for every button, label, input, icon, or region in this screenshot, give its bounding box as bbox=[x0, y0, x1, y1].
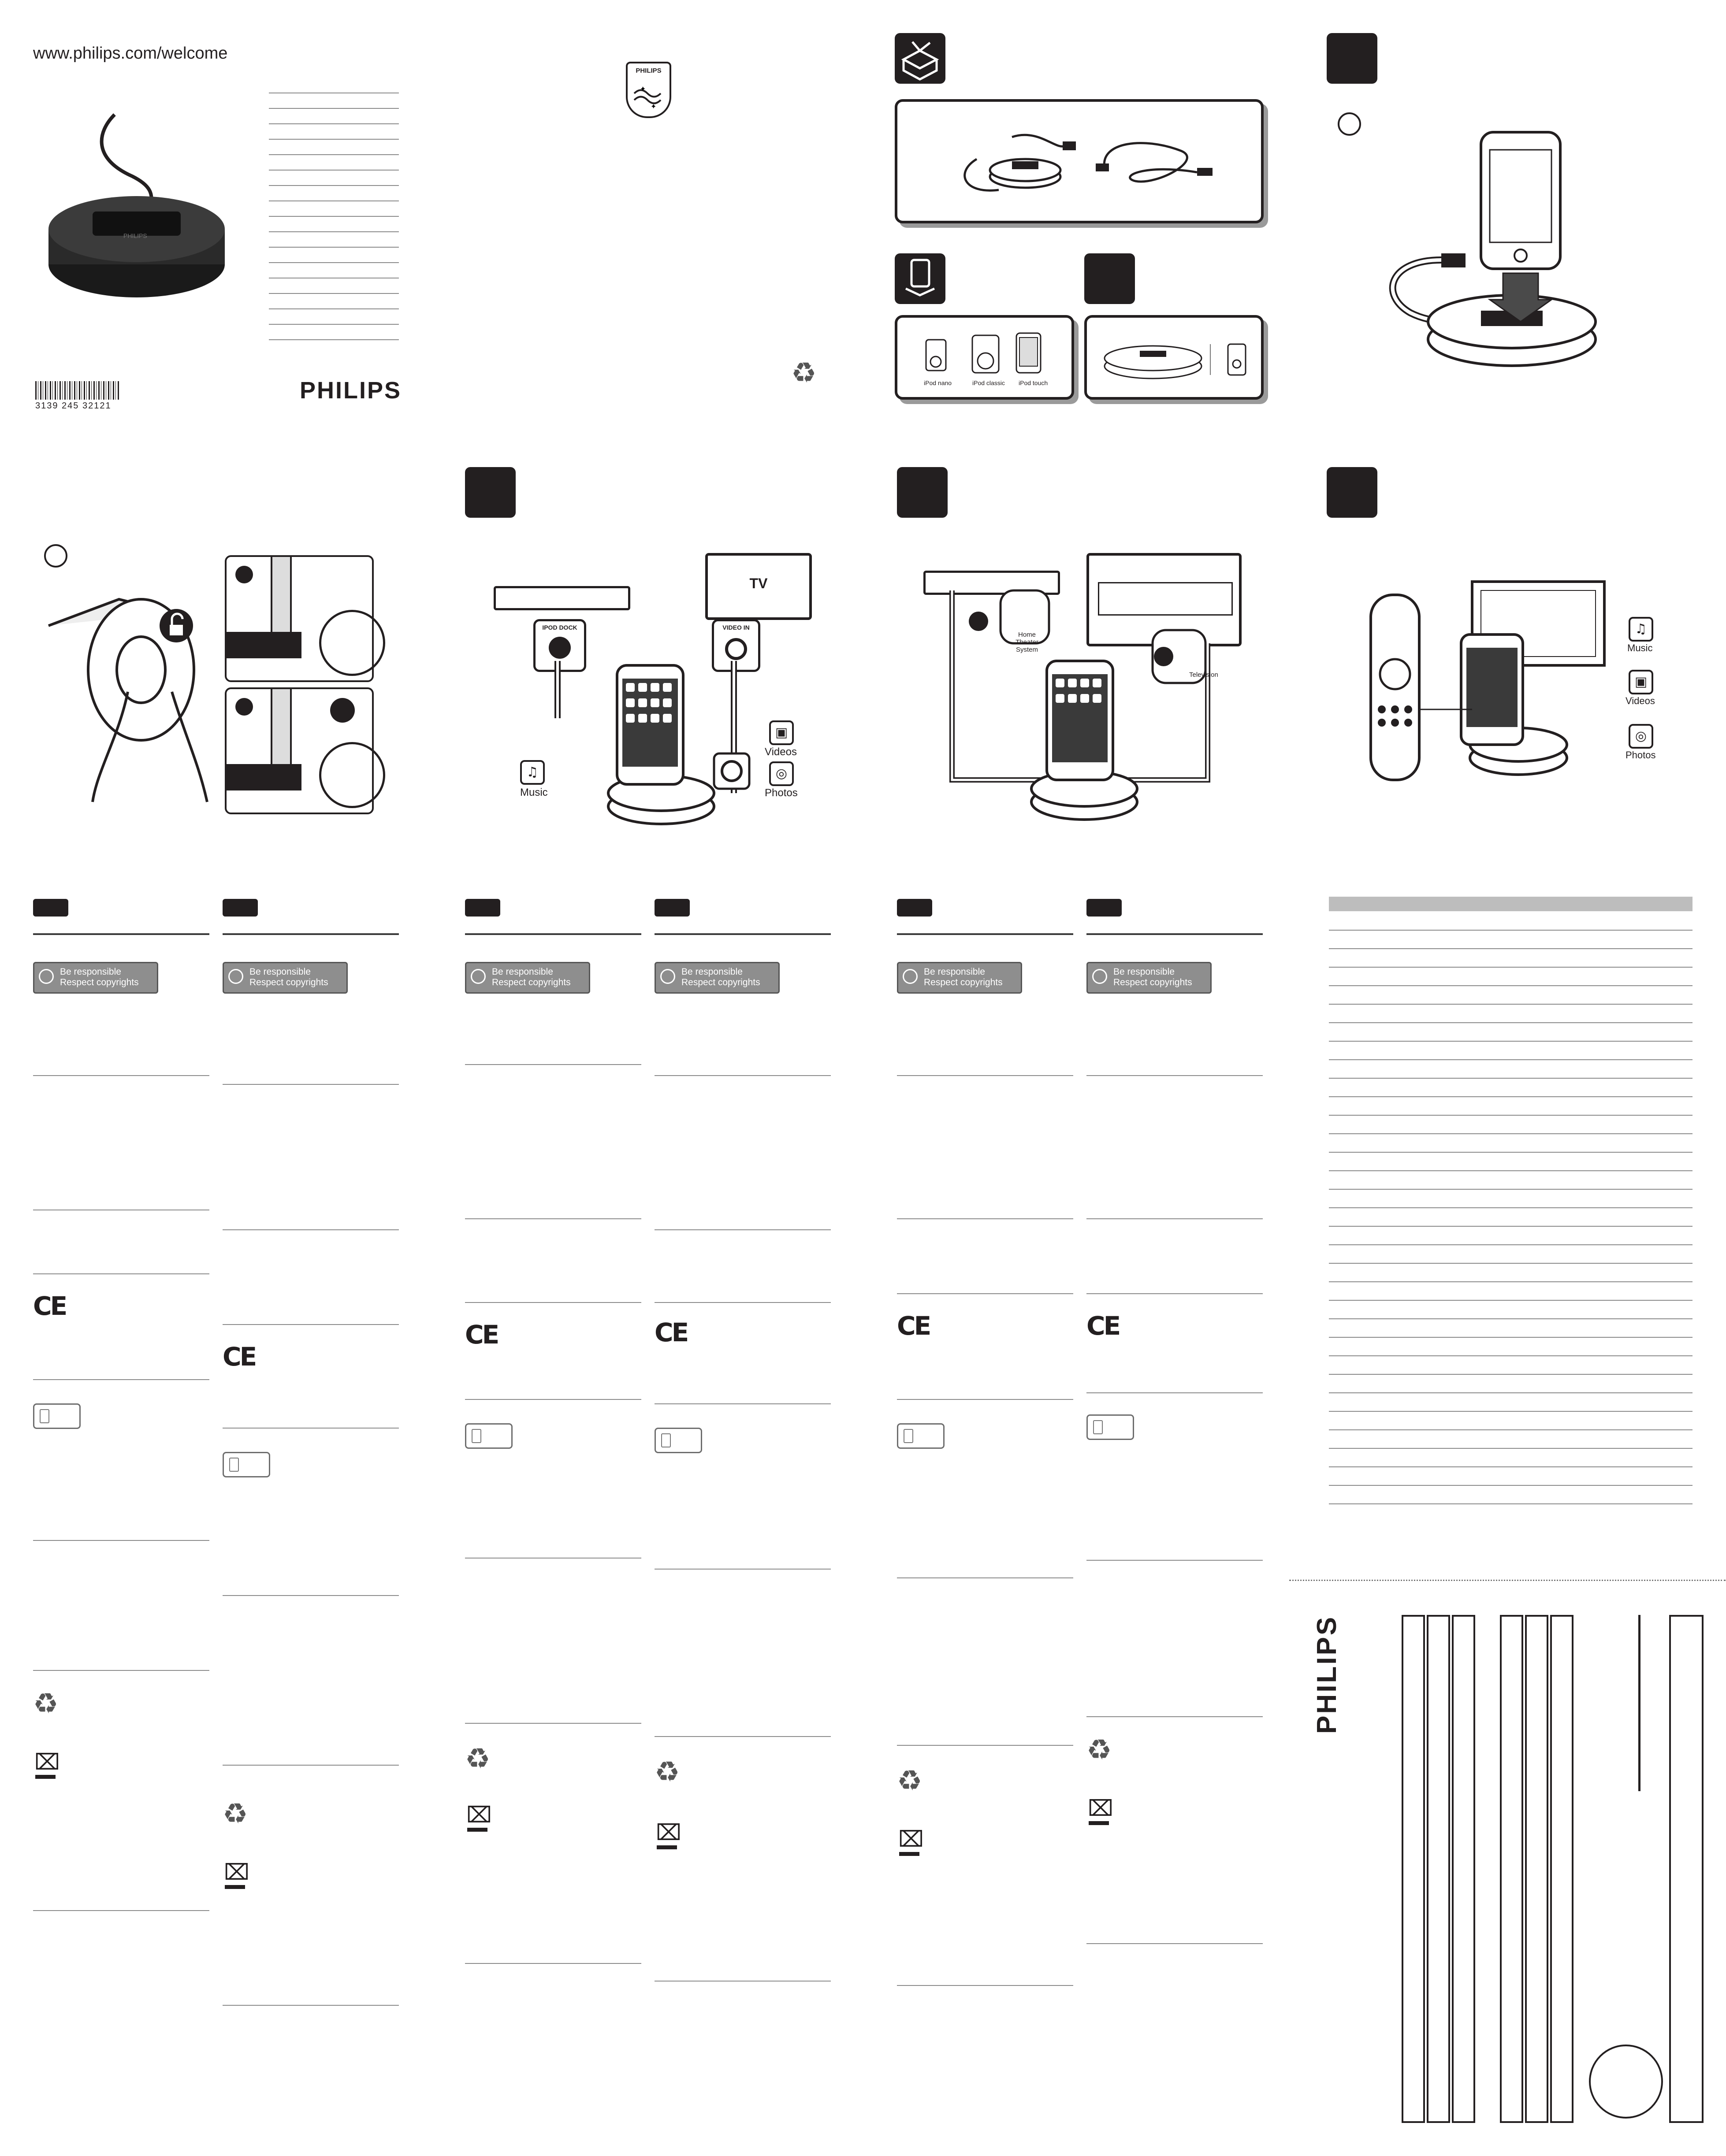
ce-mark: CE bbox=[1086, 1311, 1120, 1341]
respect-line1: Be responsible bbox=[60, 967, 121, 977]
ipod-mini-icon bbox=[465, 1423, 513, 1449]
circle-stamp bbox=[1589, 2045, 1663, 2119]
ipod-mini-icon bbox=[897, 1423, 945, 1449]
respect-line2: Respect copyrights bbox=[1113, 977, 1192, 987]
step-badge-1 bbox=[1327, 33, 1377, 84]
recycle-icon: ♻ bbox=[897, 1765, 923, 1797]
step-badge-4 bbox=[1327, 467, 1377, 518]
ipod-into-dock-illustration bbox=[1371, 128, 1609, 375]
ce-mark: CE bbox=[223, 1342, 256, 1372]
dock-with-cable-illustration bbox=[950, 119, 1082, 203]
weee-bin-icon: ⌧ bbox=[466, 1802, 492, 1828]
svg-text:✦: ✦ bbox=[640, 85, 646, 93]
photos-icon: ◎ bbox=[769, 761, 794, 786]
respect-copyright-badge bbox=[897, 962, 1022, 994]
respect-copyright-badge bbox=[465, 962, 590, 994]
copyright-icon bbox=[903, 969, 918, 984]
dock-product-photo bbox=[44, 106, 229, 304]
copyright-icon bbox=[660, 969, 675, 984]
lock-icon bbox=[330, 698, 355, 723]
model-ipod-nano: iPod nano bbox=[924, 379, 952, 386]
step-marker-circle bbox=[1338, 112, 1361, 136]
recycle-icon: ♻ bbox=[465, 1743, 491, 1775]
recycle-icon: ♻ bbox=[655, 1756, 680, 1789]
language-badge bbox=[223, 899, 258, 917]
model-ipod-touch: iPod touch bbox=[1019, 379, 1048, 386]
language-badge bbox=[465, 899, 500, 917]
weee-bin-icon: ⌧ bbox=[656, 1820, 681, 1845]
language-badge bbox=[897, 899, 932, 917]
svg-text:PHILIPS: PHILIPS bbox=[123, 232, 147, 239]
step-dot bbox=[235, 566, 253, 583]
ce-mark: CE bbox=[655, 1317, 688, 1347]
respect-line1: Be responsible bbox=[492, 967, 553, 977]
box-contents-icon bbox=[895, 33, 945, 84]
insert-unlock-illustration bbox=[40, 560, 225, 806]
recycle-icon: ♻ bbox=[223, 1798, 248, 1830]
ipod-mini-icon bbox=[1086, 1414, 1134, 1440]
spine-column bbox=[1550, 1615, 1573, 2123]
media-label-videos: Videos bbox=[1626, 695, 1655, 706]
recycle-icon: ♻ bbox=[33, 1688, 59, 1720]
website-url[interactable]: www.philips.com/welcome bbox=[33, 44, 228, 63]
remote-connection-illustration bbox=[943, 582, 1225, 837]
respect-copyright-badge bbox=[1086, 962, 1212, 994]
unlock-detail-panel bbox=[225, 555, 374, 682]
barcode bbox=[35, 381, 119, 400]
knob-locked bbox=[319, 742, 385, 808]
video-in-label: VIDEO IN bbox=[722, 624, 750, 631]
media-label-videos: Videos bbox=[765, 746, 797, 758]
weee-bin-icon: ⌧ bbox=[1088, 1796, 1113, 1821]
respect-line2: Respect copyrights bbox=[60, 977, 139, 987]
dimensions-panel bbox=[1084, 315, 1264, 400]
fold-line bbox=[1289, 1580, 1726, 1581]
shield-label: PHILIPS bbox=[636, 67, 662, 74]
copyright-icon bbox=[228, 969, 243, 984]
respect-line2: Respect copyrights bbox=[249, 977, 328, 987]
photos-icon: ◎ bbox=[1629, 724, 1653, 749]
ipod-compatibility-icon bbox=[895, 253, 945, 304]
videos-icon: ▣ bbox=[769, 720, 794, 745]
dock-dimensions-illustration bbox=[1100, 331, 1250, 384]
language-badge bbox=[33, 899, 68, 917]
ce-mark: CE bbox=[465, 1320, 498, 1350]
music-icon: ♫ bbox=[1629, 617, 1653, 642]
step-badge-3 bbox=[897, 467, 948, 518]
philips-shield-icon bbox=[626, 62, 671, 118]
ipod-models-illustration bbox=[922, 327, 1054, 375]
respect-line1: Be responsible bbox=[249, 967, 311, 977]
slot-graphic bbox=[271, 557, 292, 632]
recycle-icon: ♻ bbox=[791, 357, 817, 390]
spine-column bbox=[1452, 1615, 1475, 2123]
respect-copyright-badge bbox=[655, 962, 780, 994]
respect-line1: Be responsible bbox=[1113, 967, 1175, 977]
media-label-photos: Photos bbox=[765, 787, 798, 799]
respect-copyright-badge bbox=[33, 962, 158, 994]
language-badge bbox=[655, 899, 690, 917]
recycle-icon: ♻ bbox=[1086, 1734, 1112, 1766]
ipod-dock-label: IPOD DOCK bbox=[542, 624, 577, 631]
copyright-icon bbox=[39, 969, 54, 984]
tv-screen bbox=[705, 553, 812, 620]
notes-header-bar bbox=[1329, 897, 1693, 911]
television-label: Television bbox=[1189, 671, 1218, 679]
video-cable-illustration bbox=[1091, 119, 1224, 203]
weee-bin-icon: ⌧ bbox=[224, 1859, 249, 1885]
media-label-music: Music bbox=[1627, 642, 1653, 653]
tv-connection-illustration bbox=[547, 661, 785, 828]
remote-play-illustration bbox=[1366, 577, 1613, 784]
compatible-models-panel bbox=[895, 315, 1074, 400]
spine-column bbox=[1525, 1615, 1548, 2123]
media-label-photos: Photos bbox=[1626, 750, 1656, 761]
spine-column bbox=[1427, 1615, 1450, 2123]
philips-vertical-wordmark: PHILIPS bbox=[1312, 1615, 1342, 1734]
language-badge bbox=[1086, 899, 1122, 917]
svg-text:✦: ✦ bbox=[651, 102, 657, 111]
slot-graphic bbox=[271, 689, 292, 764]
av-unit bbox=[494, 586, 630, 610]
base-graphic bbox=[227, 764, 301, 790]
media-label-music: Music bbox=[520, 787, 548, 798]
respect-line2: Respect copyrights bbox=[492, 977, 571, 987]
spine-column bbox=[1402, 1615, 1425, 2123]
ipod-mini-icon bbox=[33, 1403, 81, 1429]
base-graphic bbox=[227, 632, 301, 658]
s-video-port-icon bbox=[549, 637, 571, 659]
respect-line1: Be responsible bbox=[924, 967, 985, 977]
weee-bin-icon: ⌧ bbox=[34, 1749, 60, 1775]
ce-mark: CE bbox=[33, 1291, 66, 1321]
copyright-icon bbox=[1092, 969, 1107, 984]
shield-waves-icon bbox=[632, 80, 663, 111]
respect-copyright-badge bbox=[223, 962, 348, 994]
ipod-mini-icon bbox=[223, 1452, 270, 1477]
ipod-mini-icon bbox=[655, 1428, 702, 1453]
barcode-number: 3139 245 32121 bbox=[35, 401, 112, 411]
respect-line2: Respect copyrights bbox=[924, 977, 1003, 987]
model-ipod-classic: iPod classic bbox=[972, 379, 1005, 386]
respect-line1: Be responsible bbox=[681, 967, 743, 977]
tv-label: TV bbox=[749, 575, 768, 591]
step-dot bbox=[235, 698, 253, 716]
spine-divider bbox=[1638, 1615, 1640, 1791]
spine-column bbox=[1500, 1615, 1523, 2123]
videos-icon: ▣ bbox=[1629, 670, 1653, 694]
rca-port-icon bbox=[725, 638, 747, 660]
step-badge-dimensions bbox=[1084, 253, 1135, 304]
respect-line2: Respect copyrights bbox=[681, 977, 760, 987]
philips-wordmark: PHILIPS bbox=[300, 377, 402, 404]
lock-detail-panel bbox=[225, 687, 374, 814]
step-badge-2 bbox=[465, 467, 516, 518]
ce-mark: CE bbox=[897, 1311, 930, 1341]
copyright-icon bbox=[471, 969, 486, 984]
weee-bin-icon: ⌧ bbox=[898, 1826, 924, 1852]
box-contents-panel bbox=[895, 99, 1264, 223]
knob-unlocked bbox=[319, 610, 385, 676]
music-icon: ♫ bbox=[520, 760, 545, 785]
spine-column bbox=[1669, 1615, 1704, 2123]
home-theater-label: Home Theater System bbox=[1016, 631, 1038, 653]
